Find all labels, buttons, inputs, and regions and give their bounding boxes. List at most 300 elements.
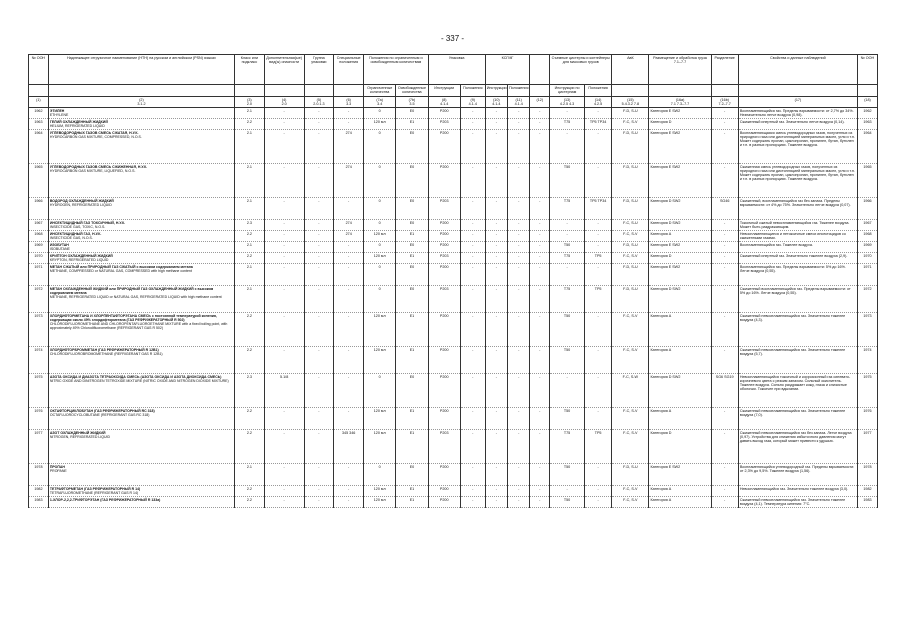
cell-ems: F-C, S-V bbox=[612, 253, 649, 264]
header-properties: Свойства и данные наблюдений bbox=[738, 55, 857, 85]
table-row bbox=[29, 130, 878, 164]
cell-pg: - bbox=[304, 313, 334, 347]
cell-props: Воспламеняющийся газ. Пределы взрываемости: от 2,7% до 34%. Незначительно легче воздуха (0,98). bbox=[738, 108, 857, 119]
subheader-tank-instr: Инструкции по цистернам bbox=[550, 85, 585, 97]
name-en: OCTAFLUOROCYCLOBUTANE (REFRIGERANT GAS RC 318) bbox=[49, 412, 150, 417]
cell-props: Воспламеняющийся газ. Пределы взрываемости: 5% до 16%. Легче воздуха (0,55). bbox=[738, 264, 857, 286]
name-ru: ГЕЛИЙ ОХЛАЖДЕННЫЙ ЖИДКИЙ bbox=[49, 119, 108, 124]
cell-pp: - bbox=[460, 130, 485, 164]
cell-ibcp: - bbox=[508, 497, 530, 508]
cell-un: 1970 bbox=[29, 253, 49, 264]
cell-ibcp: - bbox=[508, 220, 530, 231]
column-number bbox=[857, 97, 877, 108]
cell-unr: 1976 bbox=[857, 408, 877, 430]
column-number bbox=[428, 97, 460, 108]
cell-ibcp: - bbox=[508, 231, 530, 242]
cell-unr: 1969 bbox=[857, 242, 877, 253]
cell-tp: - bbox=[584, 408, 611, 430]
cell-cls: 2.1 bbox=[235, 464, 265, 486]
table-row bbox=[29, 347, 878, 374]
column-number bbox=[235, 97, 265, 108]
column-number-label: (3) bbox=[247, 97, 252, 102]
cell-pg: - bbox=[304, 119, 334, 130]
cell-ibcp: - bbox=[508, 464, 530, 486]
name-ru: УГЛЕВОДОРОДНЫХ ГАЗОВ СМЕСЬ СЖАТАЯ, Н.У.К. bbox=[49, 130, 139, 135]
cell-x12: - bbox=[530, 313, 550, 347]
cell-unr: 1964 bbox=[857, 130, 877, 164]
column-reference: 3.5 bbox=[409, 102, 415, 107]
name-ru: КРИПТОН ОХЛАЖДЕННЫЙ ЖИДКИЙ bbox=[49, 253, 113, 258]
cell-cls: 2.1 bbox=[235, 264, 265, 286]
cell-x12: - bbox=[530, 130, 550, 164]
cell-props: Сжиженный воспламеняющийся газ. Пределы взрываемости: от 5% до 16%. Легче воздуха (0,55). bbox=[738, 286, 857, 313]
cell-t: T75 bbox=[550, 253, 585, 264]
cell-name bbox=[48, 497, 234, 508]
cell-sp: 274 bbox=[334, 130, 364, 164]
cell-ibc: - bbox=[485, 374, 507, 408]
column-reference: 2.0 bbox=[246, 102, 252, 107]
subheader-prov: Положения bbox=[460, 85, 485, 97]
cell-unr: 1973 bbox=[857, 313, 877, 347]
cell-un: 1965 bbox=[29, 164, 49, 198]
cell-pi: P203 bbox=[428, 286, 460, 313]
cell-un: 1968 bbox=[29, 231, 49, 242]
cell-pp: - bbox=[460, 164, 485, 198]
cell-sp: - bbox=[334, 313, 364, 347]
name-ru: ХЛОРДИФТОРБРОММЕТАН (ГАЗ РЕФРИЖЕРАТОРНЫЙ R 12B1) bbox=[49, 347, 159, 352]
cell-stow: Категория A bbox=[649, 486, 711, 497]
table-row bbox=[29, 374, 878, 408]
name-en: HELIUM, REFRIGERATED LIQUID bbox=[49, 123, 105, 128]
subheader-tank-prov: Положения bbox=[584, 85, 611, 97]
cell-pg: - bbox=[304, 408, 334, 430]
cell-ibc: - bbox=[485, 264, 507, 286]
cell-name bbox=[48, 164, 234, 198]
cell-sub: - bbox=[264, 164, 304, 198]
cell-ibc: - bbox=[485, 108, 507, 119]
column-number-label: (7a) bbox=[376, 97, 383, 102]
cell-seg: - bbox=[711, 497, 738, 508]
header-limited-excepted: Положения по ограниченным и освобожденным количествам bbox=[364, 55, 429, 85]
column-reference: 2.0.1.3 bbox=[313, 102, 325, 107]
table-row bbox=[29, 242, 878, 253]
cell-lq: 120 мл bbox=[364, 231, 396, 242]
column-number bbox=[460, 97, 485, 108]
cell-t: - bbox=[550, 374, 585, 408]
column-reference: 4.1.4 bbox=[440, 102, 449, 107]
column-number-label: (11) bbox=[515, 97, 522, 102]
cell-pg: - bbox=[304, 430, 334, 464]
cell-t: - bbox=[550, 231, 585, 242]
cell-pi: P203 bbox=[428, 253, 460, 264]
cell-tp: - bbox=[584, 164, 611, 198]
column-number bbox=[711, 97, 738, 108]
cell-pi: P200 bbox=[428, 347, 460, 374]
column-number bbox=[584, 97, 611, 108]
cell-seg: - bbox=[711, 220, 738, 231]
cell-sp: - bbox=[334, 119, 364, 130]
cell-stow: Категория A bbox=[649, 347, 711, 374]
cell-x12: - bbox=[530, 231, 550, 242]
cell-sp: - bbox=[334, 497, 364, 508]
cell-x12: - bbox=[530, 108, 550, 119]
cell-cls: 2.1 bbox=[235, 242, 265, 253]
cell-pi: P200 bbox=[428, 486, 460, 497]
cell-un: 1973 bbox=[29, 313, 49, 347]
cell-un: 1964 bbox=[29, 130, 49, 164]
cell-props: Невоспламеняющийся токсичный и коррозионный газ синевато-коричневого цвета с резким запахом. Сильный окислитель. Тяжелее воздуха. Сильно раздражает кожу, глаза и слизистые оболочки. Токсичен при вдыхании. bbox=[738, 374, 857, 408]
cell-t: T50 bbox=[550, 242, 585, 253]
cell-x12: - bbox=[530, 253, 550, 264]
cell-ems: F-D, S-U bbox=[612, 130, 649, 164]
cell-eq: E1 bbox=[396, 231, 428, 242]
cell-lq: 120 мл bbox=[364, 347, 396, 374]
cell-pg: - bbox=[304, 347, 334, 374]
table-row bbox=[29, 264, 878, 286]
column-number bbox=[550, 97, 585, 108]
name-en: TETRAFLUOROMETHANE (REFRIGERANT GAS R 14) bbox=[49, 490, 139, 495]
cell-unr: 1983 bbox=[857, 497, 877, 508]
column-reference: 4.2.5 bbox=[593, 102, 603, 107]
cell-t: - bbox=[550, 130, 585, 164]
cell-un: 1966 bbox=[29, 198, 49, 220]
cell-pp: - bbox=[460, 253, 485, 264]
cell-pi: P200 bbox=[428, 108, 460, 119]
cell-cls: 2.1 bbox=[235, 108, 265, 119]
table-row bbox=[29, 408, 878, 430]
cell-pp: - bbox=[460, 374, 485, 408]
table-row bbox=[29, 464, 878, 486]
cell-stow: Категория D SW2 bbox=[649, 374, 711, 408]
cell-ibcp: - bbox=[508, 198, 530, 220]
header-portable-tanks: Съемные цистерны и контейнеры для массовых грузов bbox=[550, 55, 612, 85]
cell-un: 1967 bbox=[29, 220, 49, 231]
cell-x12: - bbox=[530, 464, 550, 486]
column-reference: 7.1 7.3–7.7 bbox=[670, 102, 690, 107]
cell-ems: F-D, S-U bbox=[612, 242, 649, 253]
cell-unr: 1982 bbox=[857, 486, 877, 497]
cell-stow: Категория D bbox=[649, 430, 711, 464]
table-row bbox=[29, 119, 878, 130]
cell-eq: E0 bbox=[396, 264, 428, 286]
cell-sp: - bbox=[334, 198, 364, 220]
column-reference: 3.1.2 bbox=[137, 102, 146, 107]
cell-tp: - bbox=[584, 464, 611, 486]
cell-ems: F-C, S-V bbox=[612, 347, 649, 374]
cell-t: - bbox=[550, 264, 585, 286]
cell-props: Сжиженный инертный газ. Значительно тяжелее воздуха (2,9). bbox=[738, 253, 857, 264]
name-en: PROPANE bbox=[49, 468, 67, 473]
cell-seg: SG46 bbox=[711, 198, 738, 220]
cell-props: Токсичный сжатый невоспламеняющийся газ. Тяжелее воздуха. Может быть раздражающим. bbox=[738, 220, 857, 231]
cell-lq: 120 мл bbox=[364, 497, 396, 508]
cell-stow: Категория A bbox=[649, 497, 711, 508]
cell-pg: - bbox=[304, 231, 334, 242]
cell-ibc: - bbox=[485, 130, 507, 164]
cell-props: Сжиженная смесь углеводородных газов, полученных из природного газа или дистилляцией минеральных масел, угля и т.п. Может содержать пропан, циклопропан, пропилен, бутан, бутилен и т.п. в разных пропорциях. Тяжелее воздуха. bbox=[738, 164, 857, 198]
cell-sub: 5.1/8 bbox=[264, 374, 304, 408]
cell-pg: - bbox=[304, 264, 334, 286]
column-number-label: (16b) bbox=[720, 97, 729, 102]
cell-props: Сжиженный невоспламеняющийся газ. Значительно тяжелее воздуха (7,0). bbox=[738, 408, 857, 430]
column-number bbox=[29, 97, 49, 108]
cell-ibc: - bbox=[485, 253, 507, 264]
column-number-label: (6) bbox=[346, 97, 351, 102]
cell-ems: F-C, S-V bbox=[612, 430, 649, 464]
cell-pp: - bbox=[460, 108, 485, 119]
cell-ibcp: - bbox=[508, 286, 530, 313]
name-ru: ХЛОРДИФТОРМЕТАНА И ХЛОРПЕНТАФТОРЭТАНА СМЕСЬ с постоянной температурой кипения, содержащая около 49% хлордифторметана (ГАЗ РЕФРИЖЕРАТОРНЫЙ R 502) bbox=[49, 313, 217, 322]
cell-eq: E0 bbox=[396, 130, 428, 164]
cell-ibcp: - bbox=[508, 164, 530, 198]
cell-ems: F-D, S-U bbox=[612, 198, 649, 220]
cell-seg: - bbox=[711, 242, 738, 253]
cell-props: Невоспламеняющийся газ. Значительно тяжелее воздуха (3,0). bbox=[738, 486, 857, 497]
cell-stow: Категория A bbox=[649, 408, 711, 430]
cell-pg: - bbox=[304, 242, 334, 253]
column-number-label: (9) bbox=[470, 97, 476, 102]
subheader-instr: Инструкции bbox=[428, 85, 460, 97]
cell-seg: - bbox=[711, 408, 738, 430]
cell-cls: 2.1 bbox=[235, 286, 265, 313]
cell-t: T75 bbox=[550, 286, 585, 313]
cell-name bbox=[48, 231, 234, 242]
table-row bbox=[29, 497, 878, 508]
cell-seg: - bbox=[711, 108, 738, 119]
header-un-right: № ООН bbox=[857, 55, 877, 85]
cell-props: Воспламеняющийся углеводородный газ. Пределы взрываемости: от 2,3% до 9,5%. Тяжелее воздуха (1,56). bbox=[738, 464, 857, 486]
cell-un: 1975 bbox=[29, 374, 49, 408]
cell-ems: F-D, S-U bbox=[612, 164, 649, 198]
cell-ibcp: - bbox=[508, 242, 530, 253]
table-row bbox=[29, 231, 878, 242]
cell-ibc: - bbox=[485, 242, 507, 253]
cell-eq: E1 bbox=[396, 253, 428, 264]
cell-ems: F-C, S-U bbox=[612, 220, 649, 231]
cell-un: 1972 bbox=[29, 286, 49, 313]
cell-tp: - bbox=[584, 130, 611, 164]
cell-lq: 0 bbox=[364, 198, 396, 220]
cell-sub: - bbox=[264, 119, 304, 130]
cell-cls: 2.2 bbox=[235, 347, 265, 374]
name-en: HYDROCARBON GAS MIXTURE, LIQUEFIED, N.O.S. bbox=[49, 168, 136, 173]
cell-ibcp: - bbox=[508, 408, 530, 430]
cell-tp: - bbox=[584, 347, 611, 374]
name-en: METHANE, COMPRESSED or NATURAL GAS, COMPRESSED with high methane content bbox=[49, 268, 192, 273]
cell-sub: - bbox=[264, 464, 304, 486]
column-reference: 4.1.4 bbox=[514, 102, 523, 107]
cell-pi: P200 bbox=[428, 130, 460, 164]
cell-name bbox=[48, 313, 234, 347]
cell-eq: E1 bbox=[396, 408, 428, 430]
header-packagings: Упаковка bbox=[428, 55, 485, 85]
cell-pi: P200 bbox=[428, 220, 460, 231]
cell-unr: 1967 bbox=[857, 220, 877, 231]
cell-cls: 2.2 bbox=[235, 313, 265, 347]
cell-pp: - bbox=[460, 264, 485, 286]
cell-unr: 1965 bbox=[857, 164, 877, 198]
cell-stow: Категория E SW2 bbox=[649, 164, 711, 198]
cell-pg: - bbox=[304, 374, 334, 408]
cell-pg: - bbox=[304, 198, 334, 220]
cell-pi: P200 bbox=[428, 164, 460, 198]
cell-pp: - bbox=[460, 430, 485, 464]
cell-stow: Категория D SW2 bbox=[649, 198, 711, 220]
header-segregation: Разделение bbox=[711, 55, 738, 85]
name-ru: ЭТИЛЕН bbox=[49, 108, 65, 113]
cell-unr: 1978 bbox=[857, 464, 877, 486]
cell-t: - bbox=[550, 108, 585, 119]
table-row bbox=[29, 108, 878, 119]
cell-sub: - bbox=[264, 108, 304, 119]
cell-stow: Категория D bbox=[649, 119, 711, 130]
name-ru: ИЗОБУТАН bbox=[49, 242, 69, 247]
cell-un: 1974 bbox=[29, 347, 49, 374]
cell-tp: TP5 bbox=[584, 430, 611, 464]
cell-lq: 0 bbox=[364, 374, 396, 408]
name-en: HYDROGEN, REFRIGERATED LIQUID bbox=[49, 202, 112, 207]
cell-name bbox=[48, 130, 234, 164]
cell-pp: - bbox=[460, 119, 485, 130]
column-reference: 4.1.4 bbox=[468, 102, 477, 107]
cell-name bbox=[48, 264, 234, 286]
cell-sub: - bbox=[264, 231, 304, 242]
cell-ems: F-D, S-U bbox=[612, 286, 649, 313]
column-number-label: (8) bbox=[441, 97, 447, 102]
cell-name bbox=[48, 286, 234, 313]
cell-un: 1983 bbox=[29, 497, 49, 508]
cell-lq: 120 мл bbox=[364, 408, 396, 430]
cell-pp: - bbox=[460, 242, 485, 253]
name-ru: АЗОТА ОКСИДА И ДИАЗОТА ТЕТРАОКСИДА СМЕСЬ (АЗОТА ОКСИДА И АЗОТА ДИОКСИДА СМЕСЬ) bbox=[49, 374, 222, 379]
cell-ems: F-D, S-U bbox=[612, 464, 649, 486]
cell-t: T50 bbox=[550, 313, 585, 347]
page-number: - 337 - bbox=[440, 34, 465, 43]
cell-seg: - bbox=[711, 464, 738, 486]
cell-stow: Категория A bbox=[649, 313, 711, 347]
cell-tp: TP5 bbox=[584, 253, 611, 264]
cell-ems: F-C, S-W bbox=[612, 374, 649, 408]
table-row bbox=[29, 286, 878, 313]
cell-pp: - bbox=[460, 464, 485, 486]
cell-lq: 0 bbox=[364, 242, 396, 253]
cell-eq: E1 bbox=[396, 486, 428, 497]
cell-sp: - bbox=[334, 242, 364, 253]
cell-t: T50 bbox=[550, 347, 585, 374]
cell-ibc: - bbox=[485, 313, 507, 347]
cell-unr: 1975 bbox=[857, 374, 877, 408]
cell-ibcp: - bbox=[508, 347, 530, 374]
cell-pi: P203 bbox=[428, 119, 460, 130]
cell-tp: - bbox=[584, 231, 611, 242]
column-number bbox=[612, 97, 649, 108]
cell-ibc: - bbox=[485, 198, 507, 220]
name-ru: ТЕТРАФТОРМЕТАН (ГАЗ РЕФРИЖЕРАТОРНЫЙ R 14) bbox=[49, 486, 141, 491]
cell-cls: 2.3 bbox=[235, 374, 265, 408]
header-blank bbox=[530, 55, 550, 85]
cell-tp: - bbox=[584, 242, 611, 253]
cell-ibcp: - bbox=[508, 130, 530, 164]
cell-un: 1971 bbox=[29, 264, 49, 286]
cell-seg: - bbox=[711, 264, 738, 286]
cell-pi: P203 bbox=[428, 198, 460, 220]
cell-tp: TP5 TP34 bbox=[584, 198, 611, 220]
cell-un: 1977 bbox=[29, 430, 49, 464]
column-number-label: (18) bbox=[864, 97, 871, 102]
cell-lq: 0 bbox=[364, 220, 396, 231]
cell-props: Сжиженный инертный газ. Значительно легче воздуха (0,14). bbox=[738, 119, 857, 130]
cell-lq: 0 bbox=[364, 164, 396, 198]
cell-pi: P200 bbox=[428, 242, 460, 253]
table-row bbox=[29, 430, 878, 464]
cell-sub: - bbox=[264, 408, 304, 430]
name-en: ISOBUTANE bbox=[49, 246, 70, 251]
name-en: NITRIC OXIDE AND DINITROGEN TETROXIDE MIXTURE (NITRIC OXIDE AND NITROGEN DIOXIDE MIXTURE) bbox=[49, 378, 229, 383]
cell-ems: F-C, S-V bbox=[612, 313, 649, 347]
cell-sp: - bbox=[334, 108, 364, 119]
cell-seg: - bbox=[711, 231, 738, 242]
cell-stow: Категория D SW2 bbox=[649, 220, 711, 231]
cell-ems: F-C, S-V bbox=[612, 231, 649, 242]
cell-x12: - bbox=[530, 264, 550, 286]
cell-pp: - bbox=[460, 486, 485, 497]
cell-pi: P200 bbox=[428, 374, 460, 408]
column-number-label: (4) bbox=[281, 97, 287, 102]
cell-pg: - bbox=[304, 486, 334, 497]
cell-cls: 2.2 bbox=[235, 486, 265, 497]
cell-sp: 274 bbox=[334, 164, 364, 198]
cell-x12: - bbox=[530, 286, 550, 313]
column-number-label: (12) bbox=[536, 97, 544, 102]
cell-ibc: - bbox=[485, 231, 507, 242]
cell-stow: Категория E SW2 bbox=[649, 242, 711, 253]
name-en: HYDROCARBON GAS MIXTURE, COMPRESSED, N.O.S. bbox=[49, 134, 142, 139]
header-subsidiary: Дополнительная(ые) вид(ы) опасности bbox=[264, 55, 304, 85]
cell-stow: Категория A bbox=[649, 231, 711, 242]
cell-lq: 120 мл bbox=[364, 119, 396, 130]
column-number-label: (14) bbox=[594, 97, 602, 102]
column-reference: 3.3 bbox=[346, 102, 352, 107]
cell-props: Сжиженный невоспламеняющийся газ. Значительно тяжелее воздуха (5,7). bbox=[738, 347, 857, 374]
cell-sub: - bbox=[264, 198, 304, 220]
column-number bbox=[530, 97, 550, 108]
header-stowage: Размещение и обработка груза 7.1–7.7 bbox=[649, 55, 711, 85]
cell-sp: - bbox=[334, 408, 364, 430]
cell-t: T75 bbox=[550, 198, 585, 220]
cell-seg: - bbox=[711, 286, 738, 313]
cell-ibcp: - bbox=[508, 486, 530, 497]
cell-un: 1978 bbox=[29, 464, 49, 486]
cell-pg: - bbox=[304, 130, 334, 164]
cell-sp: 345 346 bbox=[334, 430, 364, 464]
cell-unr: 1977 bbox=[857, 430, 877, 464]
cell-lq: 0 bbox=[364, 286, 396, 313]
cell-ibc: - bbox=[485, 164, 507, 198]
column-number bbox=[396, 97, 428, 108]
cell-un: 1976 bbox=[29, 408, 49, 430]
cell-seg: - bbox=[711, 347, 738, 374]
cell-sp: - bbox=[334, 464, 364, 486]
cell-t: T50 bbox=[550, 497, 585, 508]
name-ru: ПРОПАН bbox=[49, 464, 65, 469]
cell-pg: - bbox=[304, 464, 334, 486]
name-ru: ВОДОРОД ОХЛАЖДЕННЫЙ ЖИДКИЙ bbox=[49, 198, 114, 203]
column-reference: 4.1.4 bbox=[492, 102, 501, 107]
column-reference: 7.2–7.7 bbox=[718, 102, 731, 107]
cell-cls: 2.2 bbox=[235, 231, 265, 242]
cell-ibc: - bbox=[485, 464, 507, 486]
name-ru: 1-ХЛОР-2,2,2-ТРИФТОРЭТАН (ГАЗ РЕФРИЖЕРАТОРНЫЙ R 133a) bbox=[49, 497, 161, 502]
